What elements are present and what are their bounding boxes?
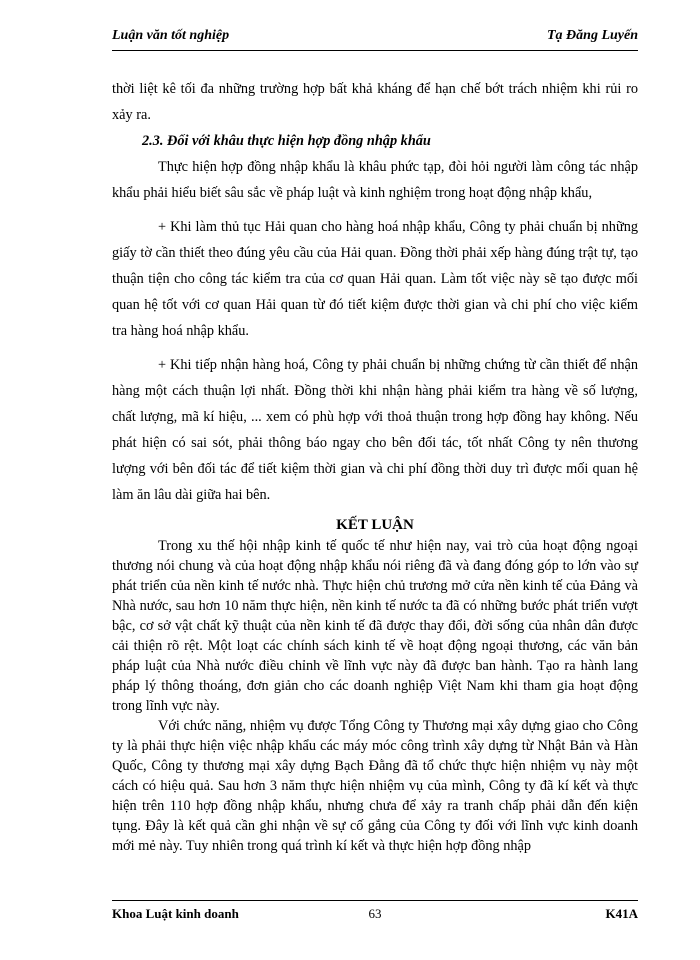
- footer-faculty: Khoa Luật kinh doanh: [112, 906, 239, 921]
- header-thesis-label: Luận văn tốt nghiệp: [112, 28, 230, 43]
- paragraph-intro-continuation: thời liệt kê tối đa những trường hợp bất khả kháng để hạn chế bớt trách nhiệm khi rủi ro xảy ra.: [112, 81, 638, 123]
- paragraph-import-execution: Thực hiện hợp đồng nhập khẩu là khâu phức tạp, đòi hỏi người làm công tác nhập khẩu phải hiểu biết sâu sắc về pháp luật và kinh nghiệm trong hoạt động nhập khẩu,: [112, 159, 638, 201]
- paragraph-conclusion-2: Với chức năng, nhiệm vụ được Tổng Công ty Thương mại xây dựng giao cho Công ty là phải thực hiện việc nhập khẩu các máy móc công trình xây dựng từ Nhật Bản và Hàn Quốc, Công ty thương mại xây dựng Bạch Đằng đã tổ chức thực hiện nhiệm vụ này một cách có hiệu quả. Sau hơn 3 năm thực hiện nhiệm vụ của mình, Công ty đã kí kết và thực hiện trên 110 hợp đồng nhập khẩu, nhưng chưa để xảy ra tranh chấp phải dẫn đến kiện tụng. Đây là kết quả cần ghi nhận về sự cố gắng của Công ty đối với lĩnh vực kinh doanh mới mẻ này. Tuy nhiên trong quá trình kí kết và thực hiện hợp đồng nhập: [112, 718, 638, 854]
- header-author: Tạ Đăng Luyến: [547, 28, 638, 43]
- page-header: [112, 28, 638, 48]
- conclusion-title: KẾT LUẬN: [336, 517, 414, 533]
- section-heading: 2.3. Đối với khâu thực hiện hợp đồng nhập khẩu: [142, 133, 431, 149]
- paragraph-conclusion-1: Trong xu thế hội nhập kinh tế quốc tế như hiện nay, vai trò của hoạt động ngoại thương nói chung và của hoạt động nhập khẩu nói riêng đã và đang đóng góp to lớn vào sự phát triển của nền kinh tế nước nhà. Thực hiện chủ trương mở cửa nền kinh tế của Đảng và Nhà nước, sau hơn 10 năm thực hiện, nền kinh tế nước ta đã có những bước phát triển vượt bậc, cơ sở vật chất kỹ thuật của nền kinh tế đã được thay đổi, đời sống của nhân dân được cải thiện rõ rệt. Một loạt các chính sách kinh tế về hoạt động ngoại thương, các văn bản pháp luật của Nhà nước điều chỉnh về lĩnh vực này đã được ban hành. Tạo ra hành lang pháp lý thông thoáng, đơn giản cho các doanh nghiệp Việt Nam khi tham gia hoạt động trong lĩnh vực này.: [112, 538, 638, 714]
- paragraph-customs-procedure: + Khi làm thủ tục Hải quan cho hàng hoá nhập khẩu, Công ty phải chuẩn bị những giấy tờ cần thiết theo đúng yêu cầu của Hải quan. Đồng thời phải xếp hàng đúng trật tự, tạo thuận tiện cho công tác kiểm tra của cơ quan Hải quan. Làm tốt việc này sẽ tạo được mối quan hệ tốt với cơ quan Hải quan từ đó tiết kiệm được thời gian và chi phí cho việc kiểm tra hàng hoá nhập khẩu.: [112, 219, 638, 339]
- page-body: [112, 76, 638, 856]
- paragraph-goods-receipt: + Khi tiếp nhận hàng hoá, Công ty phải chuẩn bị những chứng từ cần thiết để nhận hàng một cách thuận lợi nhất. Đồng thời khi nhận hàng phải kiểm tra hàng về số lượng, chất lượng, mã kí hiệu, ... xem có phù hợp với thoả thuận trong hợp đồng hay không. Nếu phát hiện có sai sót, phải thông báo ngay cho bên đối tác, tốt nhất Công ty nên thương lượng với bên đối tác để tiết kiệm thời gian và chi phí đồng thời duy trì được mối quan hệ làm ăn lâu dài giữa hai bên.: [112, 357, 638, 503]
- footer-class-code: K41A: [605, 906, 638, 921]
- page-number: 63: [368, 906, 382, 921]
- header-rule: [112, 50, 638, 51]
- footer-rule: [112, 900, 638, 901]
